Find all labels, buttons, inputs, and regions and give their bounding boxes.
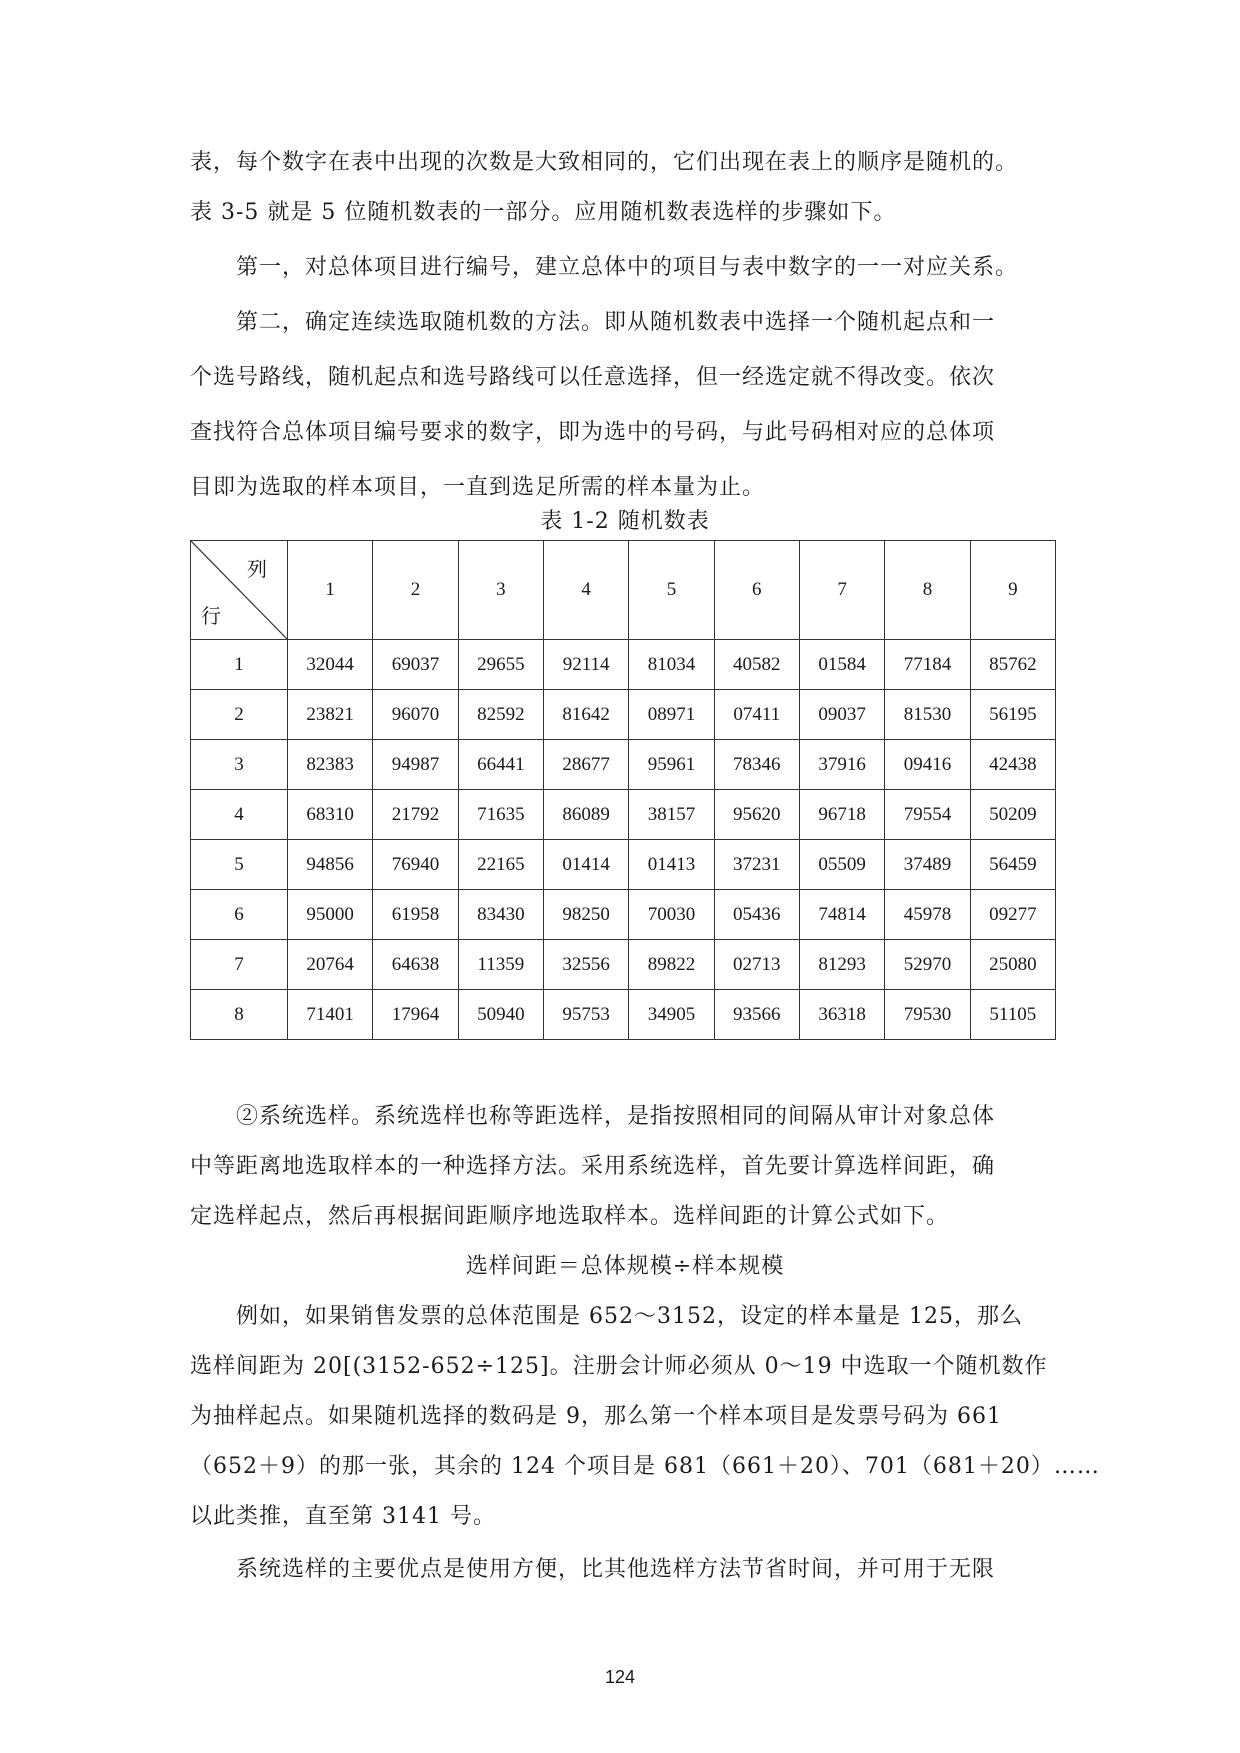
table-cell: 94856 bbox=[288, 840, 373, 890]
table-cell: 76940 bbox=[373, 840, 458, 890]
table-cell: 23821 bbox=[288, 690, 373, 740]
table-cell: 21792 bbox=[373, 790, 458, 840]
column-header: 5 bbox=[629, 541, 714, 640]
table-cell: 37231 bbox=[714, 840, 799, 890]
table-cell: 83430 bbox=[458, 890, 543, 940]
table-cell: 02713 bbox=[714, 940, 799, 990]
row-header: 8 bbox=[191, 990, 288, 1040]
table-cell: 81293 bbox=[799, 940, 884, 990]
table-cell: 66441 bbox=[458, 740, 543, 790]
row-header: 2 bbox=[191, 690, 288, 740]
table-cell: 29655 bbox=[458, 640, 543, 690]
table-cell: 77184 bbox=[885, 640, 970, 690]
table-row bbox=[191, 940, 1056, 990]
column-header: 7 bbox=[799, 541, 884, 640]
row-header: 5 bbox=[191, 840, 288, 890]
page-number: 124 bbox=[604, 1667, 636, 1687]
column-header: 2 bbox=[373, 541, 458, 640]
column-axis-label: 列 bbox=[247, 557, 267, 581]
table-cell: 68310 bbox=[288, 790, 373, 840]
table-cell: 96070 bbox=[373, 690, 458, 740]
table-row bbox=[191, 890, 1056, 940]
table-cell: 69037 bbox=[373, 640, 458, 690]
table-header-row bbox=[191, 541, 1056, 640]
table-row bbox=[191, 840, 1056, 890]
table-cell: 05436 bbox=[714, 890, 799, 940]
paragraph-line: 定选样起点，然后再根据间距顺序地选取样本。选样间距的计算公式如下。 bbox=[190, 1204, 950, 1229]
table-cell: 93566 bbox=[714, 990, 799, 1040]
table-cell: 09277 bbox=[970, 890, 1055, 940]
table-cell: 81034 bbox=[629, 640, 714, 690]
row-header: 1 bbox=[191, 640, 288, 690]
column-header: 6 bbox=[714, 541, 799, 640]
table-cell: 82592 bbox=[458, 690, 543, 740]
random-number-table bbox=[190, 540, 1056, 1040]
column-header: 9 bbox=[970, 541, 1055, 640]
table-cell: 51105 bbox=[970, 990, 1055, 1040]
table-row bbox=[191, 790, 1056, 840]
table-cell: 71635 bbox=[458, 790, 543, 840]
table-cell: 70030 bbox=[629, 890, 714, 940]
table-cell: 95753 bbox=[543, 990, 628, 1040]
table-cell: 94987 bbox=[373, 740, 458, 790]
formula-line: 选样间距＝总体规模÷样本规模 bbox=[465, 1254, 785, 1279]
column-header: 8 bbox=[885, 541, 970, 640]
paragraph-line: 中等距离地选取样本的一种选择方法。采用系统选样，首先要计算选样间距，确 bbox=[190, 1154, 996, 1179]
table-cell: 09037 bbox=[799, 690, 884, 740]
paragraph-line: 第二，确定连续选取随机数的方法。即从随机数表中选择一个随机起点和一 bbox=[190, 310, 996, 335]
table-cell: 96718 bbox=[799, 790, 884, 840]
table-cell: 79530 bbox=[885, 990, 970, 1040]
table-row bbox=[191, 640, 1056, 690]
column-header: 4 bbox=[543, 541, 628, 640]
table-cell: 81530 bbox=[885, 690, 970, 740]
paragraph-line: ②系统选样。系统选样也称等距选样，是指按照相同的间隔从审计对象总体 bbox=[190, 1104, 996, 1129]
table-row bbox=[191, 990, 1056, 1040]
table-cell: 85762 bbox=[970, 640, 1055, 690]
paragraph-line: 目即为选取的样本项目，一直到选足所需的样本量为止。 bbox=[190, 475, 766, 500]
table-cell: 56459 bbox=[970, 840, 1055, 890]
table-cell: 64638 bbox=[373, 940, 458, 990]
paragraph-line: 个选号路线，随机起点和选号路线可以任意选择，但一经选定就不得改变。依次 bbox=[190, 365, 996, 390]
paragraph-line: 选样间距为 20[(3152-652÷125]。注册会计师必须从 0～19 中选取一个随机数作 bbox=[190, 1354, 1048, 1379]
paragraph-line: （652＋9）的那一张，其余的 124 个项目是 681（661＋20）、701（681＋20）…… bbox=[190, 1454, 1100, 1479]
paragraph-line: 为抽样起点。如果随机选择的数码是 9，那么第一个样本项目是发票号码为 661 bbox=[190, 1404, 1002, 1429]
paragraph-line: 第一，对总体项目进行编号，建立总体中的项目与表中数字的一一对应关系。 bbox=[190, 255, 1019, 280]
table-cell: 20764 bbox=[288, 940, 373, 990]
table-cell: 32044 bbox=[288, 640, 373, 690]
table-cell: 45978 bbox=[885, 890, 970, 940]
paragraph-line: 查找符合总体项目编号要求的数字，即为选中的号码，与此号码相对应的总体项 bbox=[190, 420, 996, 445]
table-cell: 17964 bbox=[373, 990, 458, 1040]
table-cell: 38157 bbox=[629, 790, 714, 840]
table-cell: 09416 bbox=[885, 740, 970, 790]
table-cell: 92114 bbox=[543, 640, 628, 690]
table-cell: 50209 bbox=[970, 790, 1055, 840]
table-cell: 08971 bbox=[629, 690, 714, 740]
table-caption: 表 1-2 随机数表 bbox=[540, 509, 710, 534]
table-cell: 78346 bbox=[714, 740, 799, 790]
table-cell: 79554 bbox=[885, 790, 970, 840]
table-cell: 89822 bbox=[629, 940, 714, 990]
table-cell: 61958 bbox=[373, 890, 458, 940]
table-cell: 86089 bbox=[543, 790, 628, 840]
table-cell: 22165 bbox=[458, 840, 543, 890]
table-cell: 07411 bbox=[714, 690, 799, 740]
table-cell: 98250 bbox=[543, 890, 628, 940]
paragraph-line: 系统选样的主要优点是使用方便，比其他选样方法节省时间，并可用于无限 bbox=[190, 1557, 996, 1582]
table-cell: 01414 bbox=[543, 840, 628, 890]
paragraph-line: 表，每个数字在表中出现的次数是大致相同的，它们出现在表上的顺序是随机的。 bbox=[190, 150, 1019, 175]
table-cell: 95000 bbox=[288, 890, 373, 940]
table-cell: 82383 bbox=[288, 740, 373, 790]
paragraph-line: 表 3-5 就是 5 位随机数表的一部分。应用随机数表选样的步骤如下。 bbox=[190, 200, 897, 225]
table-cell: 32556 bbox=[543, 940, 628, 990]
table-cell: 50940 bbox=[458, 990, 543, 1040]
table-cell: 11359 bbox=[458, 940, 543, 990]
row-header: 7 bbox=[191, 940, 288, 990]
table-cell: 34905 bbox=[629, 990, 714, 1040]
table-cell: 36318 bbox=[799, 990, 884, 1040]
table-row bbox=[191, 690, 1056, 740]
table-cell: 37916 bbox=[799, 740, 884, 790]
table-cell: 71401 bbox=[288, 990, 373, 1040]
row-header: 6 bbox=[191, 890, 288, 940]
table-cell: 42438 bbox=[970, 740, 1055, 790]
table-cell: 01584 bbox=[799, 640, 884, 690]
paragraph-line: 以此类推，直至第 3141 号。 bbox=[190, 1504, 496, 1529]
table-cell: 95620 bbox=[714, 790, 799, 840]
table-cell: 37489 bbox=[885, 840, 970, 890]
column-header: 3 bbox=[458, 541, 543, 640]
paragraph-line: 例如，如果销售发票的总体范围是 652～3152，设定的样本量是 125，那么 bbox=[190, 1304, 1023, 1329]
table-cell: 74814 bbox=[799, 890, 884, 940]
table-cell: 56195 bbox=[970, 690, 1055, 740]
row-header: 3 bbox=[191, 740, 288, 790]
column-header: 1 bbox=[288, 541, 373, 640]
table-cell: 25080 bbox=[970, 940, 1055, 990]
row-header: 4 bbox=[191, 790, 288, 840]
table-cell: 81642 bbox=[543, 690, 628, 740]
table-cell: 05509 bbox=[799, 840, 884, 890]
table-cell: 95961 bbox=[629, 740, 714, 790]
table-cell: 01413 bbox=[629, 840, 714, 890]
table-cell: 28677 bbox=[543, 740, 628, 790]
row-axis-label: 行 bbox=[201, 604, 221, 628]
table-row bbox=[191, 740, 1056, 790]
table-corner-cell bbox=[191, 541, 288, 640]
table-cell: 40582 bbox=[714, 640, 799, 690]
table-cell: 52970 bbox=[885, 940, 970, 990]
table-body bbox=[191, 640, 1056, 1040]
